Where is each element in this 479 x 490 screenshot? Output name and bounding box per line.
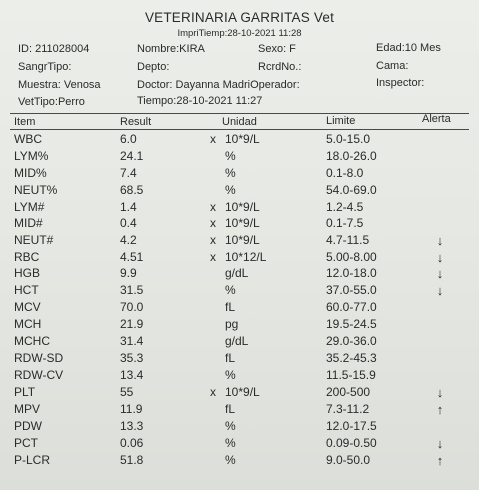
column-result: Result [120, 116, 152, 128]
unit: % [225, 166, 236, 180]
item-name: NEUT% [14, 183, 58, 197]
item-name: LYM% [14, 149, 49, 163]
unit: 10*9/L [225, 132, 260, 146]
item-name: PLT [14, 385, 36, 399]
unit: 10*9/L [225, 233, 260, 247]
result-value: 21.9 [120, 317, 144, 331]
unit: g/dL [225, 266, 249, 280]
result-value: 1.4 [120, 200, 137, 214]
result-value: 0.4 [120, 216, 137, 230]
sample-time: Tiempo:28-10-2021 11:27 [137, 95, 263, 107]
alert-flag: ↑ [436, 453, 444, 468]
unit: 10*9/L [225, 216, 260, 230]
reference-range: 60.0-77.0 [326, 300, 377, 314]
reference-range: 5.0-15.0 [326, 132, 371, 146]
table-row [0, 317, 479, 334]
result-value: 11.9 [120, 402, 143, 416]
alert-flag: ↓ [436, 250, 444, 265]
table-row [0, 183, 479, 200]
unit-multiplier: x [210, 233, 216, 247]
result-value: 24.1 [120, 149, 144, 163]
table-row [0, 368, 479, 385]
table-row [0, 300, 479, 317]
table-row [0, 419, 479, 436]
table-row [0, 334, 479, 351]
item-name: PCT [14, 436, 38, 450]
reference-range: 0.1-8.0 [326, 166, 364, 180]
reference-range: 37.0-55.0 [326, 283, 377, 297]
unit: g/dL [225, 334, 249, 348]
column-alert: Alerta [422, 113, 451, 125]
unit: fL [225, 300, 236, 314]
item-name: RBC [14, 250, 40, 264]
unit: fL [225, 402, 236, 416]
table-row [0, 436, 479, 453]
reference-range: 5.00-8.00 [326, 250, 377, 264]
unit: % [225, 453, 236, 467]
unit-multiplier: x [210, 385, 216, 399]
record-number: RcrdNo.: [258, 61, 302, 73]
table-row [0, 266, 479, 283]
print-time: ImpriTiemp:28-10-2021 11:28 [177, 28, 302, 39]
reference-range: 12.0-17.5 [326, 419, 377, 433]
result-value: 70.0 [120, 300, 144, 314]
table-row [0, 453, 479, 470]
table-row [0, 250, 479, 267]
unit: % [225, 419, 236, 433]
alert-flag: ↓ [436, 283, 444, 298]
unit: % [225, 368, 236, 382]
unit: 10*9/L [225, 385, 260, 399]
doctor-operator: Doctor: Dayanna MadriOperador: [137, 79, 300, 91]
table-row [0, 166, 479, 183]
header-top-rule [10, 113, 469, 114]
result-value: 51.8 [120, 453, 144, 467]
result-value: 4.2 [120, 233, 137, 247]
result-value: 68.5 [120, 183, 144, 197]
result-value: 7.4 [120, 166, 137, 180]
alert-flag: ↓ [436, 436, 444, 451]
item-name: PDW [14, 419, 42, 433]
item-name: NEUT# [14, 233, 54, 247]
column-limit: Limite [326, 115, 356, 127]
unit-multiplier: x [210, 250, 216, 264]
unit: fL [225, 351, 236, 365]
reference-range: 7.3-11.2 [326, 402, 370, 416]
unit: % [225, 283, 236, 297]
reference-range: 29.0-36.0 [326, 334, 377, 348]
unit-multiplier: x [210, 216, 216, 230]
reference-range: 11.5-15.9 [326, 368, 376, 382]
result-value: 31.4 [120, 334, 144, 348]
sample-type: Muestra: Venosa [18, 79, 101, 91]
alert-flag: ↓ [436, 385, 444, 400]
table-row [0, 233, 479, 250]
result-value: 13.4 [120, 368, 144, 382]
bed: Cama: [376, 60, 409, 72]
reference-range: 1.2-4.5 [326, 200, 364, 214]
table-row [0, 216, 479, 233]
alert-flag: ↑ [436, 402, 444, 417]
reference-range: 9.0-50.0 [326, 453, 371, 467]
unit: 10*12/L [225, 250, 267, 264]
item-name: HCT [14, 283, 39, 297]
blood-type: SangrTipo: [18, 61, 72, 73]
table-row [0, 283, 479, 300]
alert-flag: ↓ [436, 233, 444, 248]
result-value: 35.3 [120, 351, 144, 365]
patient-age: Edad:10 Mes [376, 42, 441, 54]
unit-multiplier: x [210, 200, 216, 214]
unit: pg [225, 317, 239, 331]
table-row [0, 200, 479, 217]
item-name: RDW-SD [14, 351, 64, 365]
result-value: 55 [120, 385, 134, 399]
result-value: 9.9 [120, 266, 137, 280]
item-name: MCHC [14, 334, 50, 348]
reference-range: 18.0-26.0 [326, 149, 377, 163]
result-value: 13.3 [120, 419, 144, 433]
result-value: 31.5 [120, 283, 144, 297]
reference-range: 0.1-7.5 [326, 216, 364, 230]
table-row [0, 385, 479, 402]
item-name: MPV [14, 402, 41, 416]
item-name: MID% [14, 166, 47, 180]
unit: % [225, 436, 236, 450]
alert-flag: ↓ [436, 266, 444, 281]
reference-range: 54.0-69.0 [326, 183, 377, 197]
unit-multiplier: x [210, 132, 216, 146]
reference-range: 4.7-11.5 [326, 233, 370, 247]
vet-type: VetTipo:Perro [18, 96, 85, 108]
patient-name: Nombre:KIRA [137, 43, 205, 55]
column-unit: Unidad [222, 116, 257, 128]
table-row [0, 132, 479, 149]
reference-range: 12.0-18.0 [326, 266, 377, 280]
clinic-title: VETERINARIA GARRITAS Vet [144, 10, 335, 25]
item-name: MCV [14, 300, 41, 314]
column-item: Item [14, 116, 36, 128]
item-name: HGB [14, 266, 41, 280]
table-row [0, 149, 479, 166]
patient-id: ID: 211028004 [18, 43, 90, 55]
result-value: 4.51 [120, 250, 144, 264]
result-value: 6.0 [120, 132, 137, 146]
reference-range: 200-500 [326, 385, 371, 399]
patient-sex: Sexo: F [258, 43, 296, 55]
table-row [0, 351, 479, 368]
item-name: LYM# [14, 200, 45, 214]
reference-range: 35.2-45.3 [326, 351, 377, 365]
item-name: RDW-CV [14, 368, 64, 382]
item-name: MCH [14, 317, 42, 331]
table-row [0, 402, 479, 419]
inspector: Inspector: [376, 77, 425, 89]
reference-range: 0.09-0.50 [326, 436, 377, 450]
department: Depto: [137, 61, 170, 73]
unit: % [225, 149, 236, 163]
header-bottom-rule [10, 129, 469, 130]
reference-range: 19.5-24.5 [326, 317, 377, 331]
result-value: 0.06 [120, 436, 144, 450]
item-name: MID# [14, 216, 43, 230]
unit: % [225, 183, 236, 197]
unit: 10*9/L [225, 200, 260, 214]
item-name: WBC [14, 132, 42, 146]
item-name: P-LCR [14, 453, 51, 467]
